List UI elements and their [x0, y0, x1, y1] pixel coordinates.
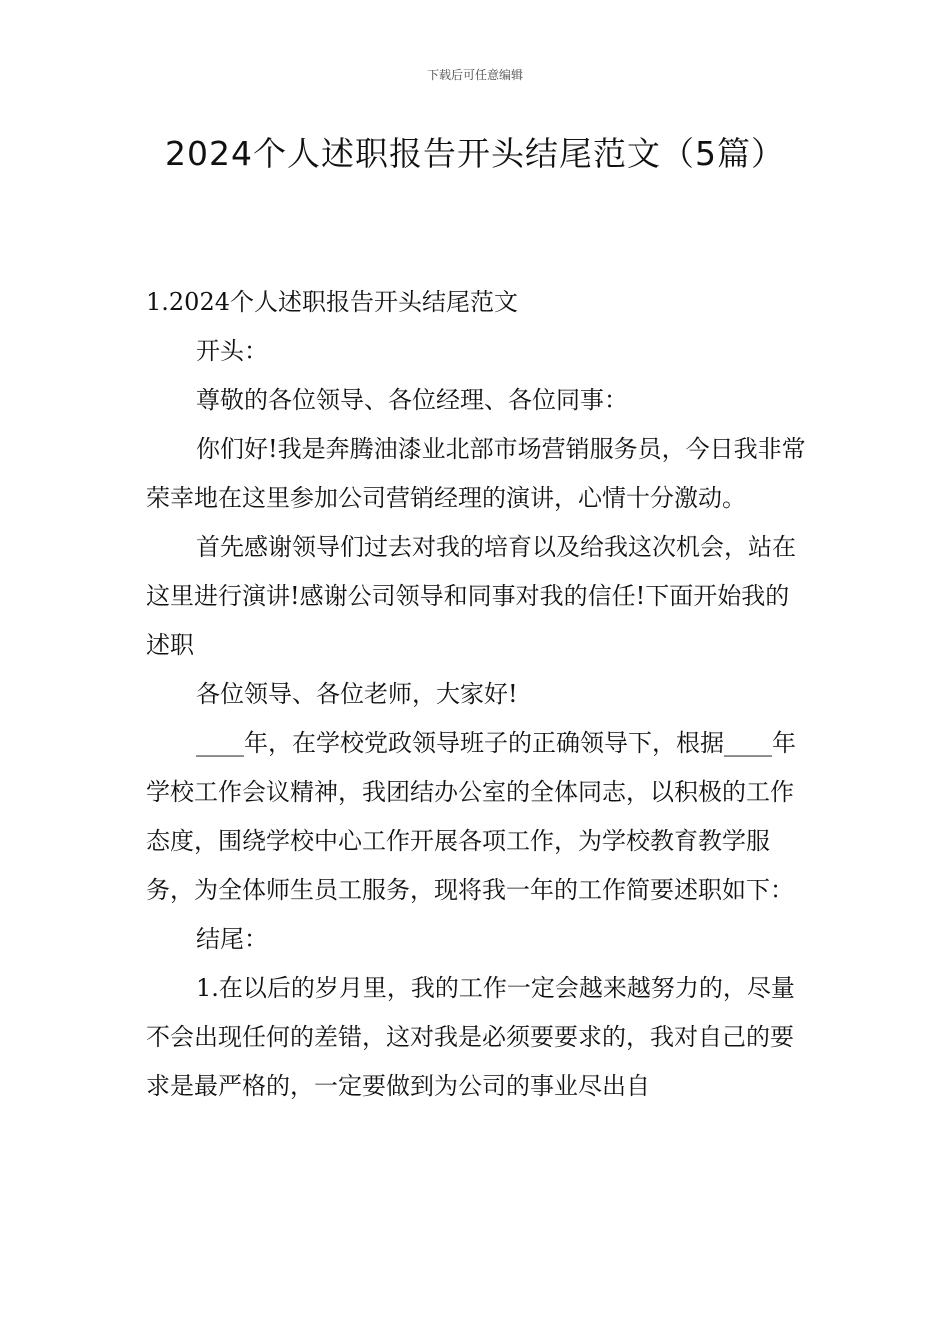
- paragraph-summary: ____年，在学校党政领导班子的正确领导下，根据____年学校工作会议精神，我团结办公室的全体同志，以积极的工作态度，围绕学校中心工作开展各项工作，为学校教育教学服务，为全体师生员工服务，现将我一年的工作简要述职如下：: [146, 729, 796, 904]
- label-opening: 开头：: [196, 337, 268, 365]
- paragraph-closing-1: 1.在以后的岁月里，我的工作一定会越来越努力的，尽量不会出现任何的差错，这对我是必须要要求的，我对自己的要求是最严格的，一定要做到为公司的事业尽出自: [146, 974, 795, 1100]
- download-note: 下载后可任意编辑: [426, 68, 523, 82]
- salutation-teachers: 各位领导、各位老师，大家好!: [196, 680, 518, 708]
- paragraph-thanks: 首先感谢领导们过去对我的培育以及给我这次机会，站在这里进行演讲!感谢公司领导和同事对我的信任!下面开始我的述职: [146, 533, 796, 659]
- salutation: 尊敬的各位领导、各位经理、各位同事：: [196, 386, 628, 414]
- label-closing: 结尾：: [196, 925, 268, 953]
- document-body: [146, 278, 810, 1111]
- section-heading: 1.2024个人述职报告开头结尾范文: [146, 288, 518, 316]
- document-title: 2024个人述职报告开头结尾范文（5篇）: [165, 134, 785, 173]
- paragraph-greeting: 你们好!我是奔腾油漆业北部市场营销服务员，今日我非常荣幸地在这里参加公司营销经理的演讲，心情十分激动。: [146, 435, 806, 512]
